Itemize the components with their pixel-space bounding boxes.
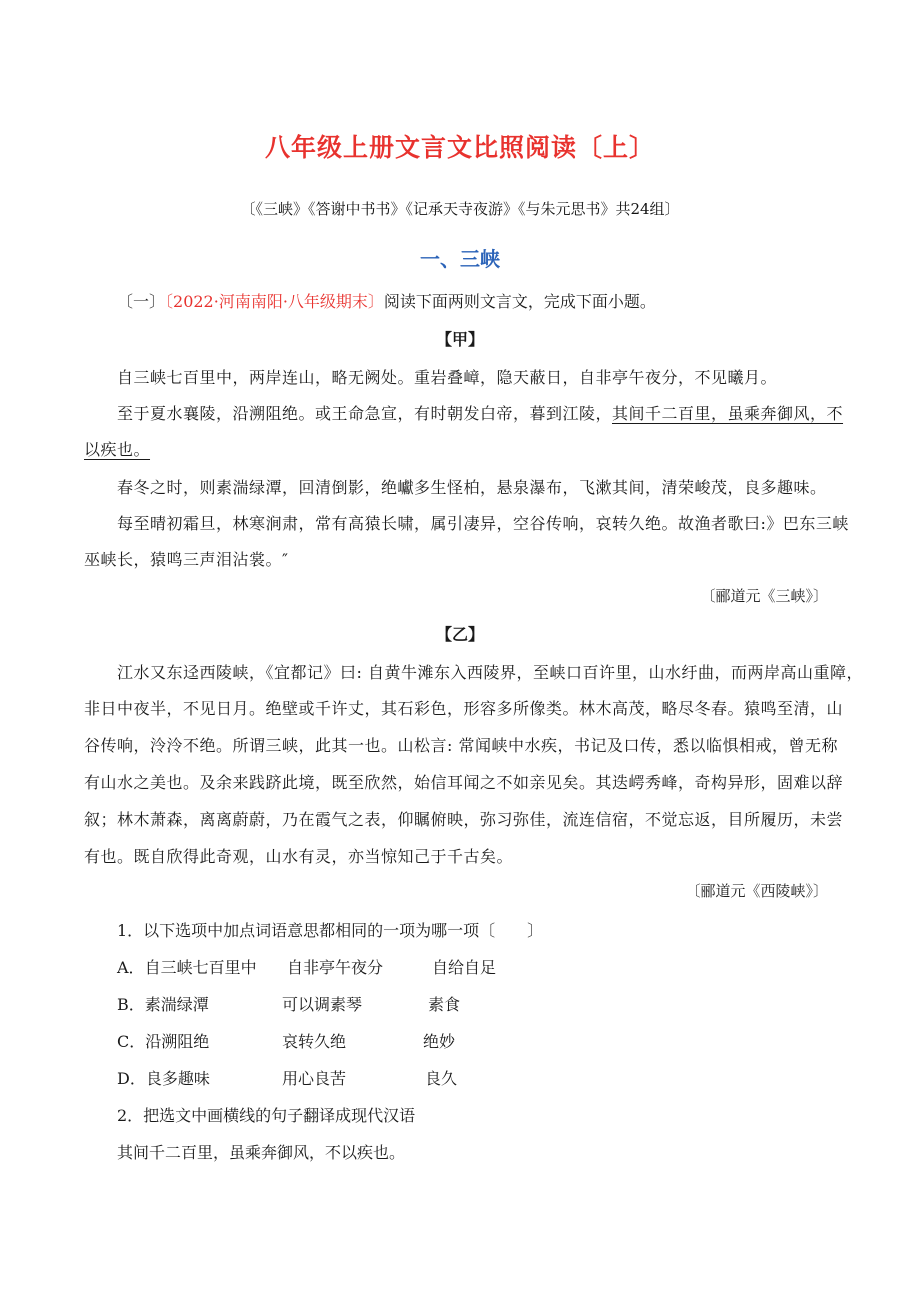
passage-b-line: 有也。既自欣得此奇观，山水有灵，亦当惊知己于千古矣。 <box>84 847 514 866</box>
question-group-intro <box>117 289 656 312</box>
option-letter: B． <box>117 995 145 1014</box>
document-title: 八年级上册文言文比照阅读〔上〕 <box>264 133 655 162</box>
question-1-stem: 1．以下选项中加点词语意思都相同的一项为哪一项〔 〕 <box>117 921 544 940</box>
option-word-1: 自三峡七百里中 <box>144 958 257 977</box>
section-heading: 一、三峡 <box>420 247 500 271</box>
question-instruction: 阅读下面两则文言文，完成下面小题。 <box>383 292 656 311</box>
passage-b-line: 叙；林木萧森，离离蔚蔚，乃在霞气之表，仰瞩俯映，弥习弥佳，流连信宿，不觉忘返，目所履历，未尝 <box>84 810 844 829</box>
option-word-1: 沿溯阻绝 <box>145 1032 210 1051</box>
passage-a-paragraph-4-cont: 巫峡长，猿鸣三声泪沾裳。″ <box>84 550 289 569</box>
option-letter: C． <box>117 1032 146 1051</box>
passage-b-line: 谷传响，泠泠不绝。所谓三峡，此其一也。山松言: 常闻峡中水疾，书记及口传，悉以临惧相戒，曾无称 <box>84 736 838 755</box>
option-b-word-3: 素食 <box>428 995 461 1014</box>
question-2-stem: 2．把选文中画横线的句子翻译成现代汉语 <box>117 1106 416 1125</box>
passage-a-attribution: 〔郦道元《三峡》〕 <box>700 587 828 605</box>
underlined-sentence-cont: 以疾也。 <box>84 440 151 459</box>
option-a-word-3: 自给自足 <box>432 958 497 977</box>
option-a <box>117 955 257 978</box>
option-letter: D． <box>117 1069 146 1088</box>
question-group-number: 〔一〕 <box>117 292 166 311</box>
passage-a-paragraph-4: 每至晴初霜旦，林寒涧肃，常有高猿长啸，属引凄异，空谷传响，哀转久绝。故渔者歌曰:》巴东三峡 <box>117 514 849 533</box>
option-word-1: 良多趣味 <box>145 1069 210 1088</box>
passage-a-paragraph-2 <box>117 401 843 424</box>
option-c-word-3: 绝妙 <box>423 1032 456 1051</box>
passage-b-label: 【乙】 <box>435 625 484 644</box>
document-subtitle: 〔《三峡》《答谢中书书》《记承天寺夜游》《与朱元思书》共24组〕 <box>240 200 680 218</box>
option-b-word-2: 可以调素琴 <box>282 995 363 1014</box>
passage-b-line: 有山水之美也。及余来践跻此境，既至欣然，始信耳闻之不如亲见矣。其迭崿秀峰，奇构异形，固难以辞 <box>84 773 844 792</box>
passage-a-paragraph-3: 春冬之时，则素湍绿潭，回清倒影，绝巘多生怪柏，悬泉瀑布，飞漱其间，清荣峻茂，良多趣味。 <box>117 478 827 497</box>
passage-b-attribution: 〔郦道元《西陵峡》〕 <box>685 882 828 900</box>
option-letter: A． <box>117 958 145 977</box>
option-c <box>117 1029 209 1052</box>
option-d-word-2: 用心良苦 <box>282 1069 347 1088</box>
passage-b-line: 江水又东迳西陵峡，《宜都记》曰: 自黄牛滩东入西陵界，至峡口百许里，山水纡曲，而两岸高山重障， <box>117 663 863 682</box>
passage-a-paragraph-1: 自三峡七百里中，两岸连山，略无阙处。重岩叠嶂，隐天蔽日，自非亭午夜分，不见曦月。 <box>117 368 778 387</box>
option-b <box>117 992 209 1015</box>
question-source: 〔2022·河南南阳·八年级期末〕 <box>165 292 384 311</box>
question-2-sentence: 其间千二百里，虽乘奔御风，不以疾也。 <box>117 1143 406 1162</box>
passage-a-p2-text: 至于夏水襄陵，沿溯阻绝。或王命急宣，有时朝发白帝，暮到江陵， <box>117 404 613 423</box>
option-d-word-3: 良久 <box>425 1069 458 1088</box>
passage-a-paragraph-2-cont <box>84 437 150 460</box>
option-a-word-2: 自非亭午夜分 <box>287 958 384 977</box>
option-c-word-2: 哀转久绝 <box>282 1032 347 1051</box>
passage-a-label: 【甲】 <box>435 330 484 349</box>
underlined-sentence: 其间千二百里，虽乘奔御风，不 <box>612 404 844 423</box>
option-d <box>117 1066 210 1089</box>
passage-b-line: 非日中夜半，不见日月。绝壁或千许丈，其石彩色，形容多所像类。林木高茂，略尽冬春。猿鸣至清，山 <box>84 699 844 718</box>
option-word-1: 素湍绿潭 <box>144 995 209 1014</box>
